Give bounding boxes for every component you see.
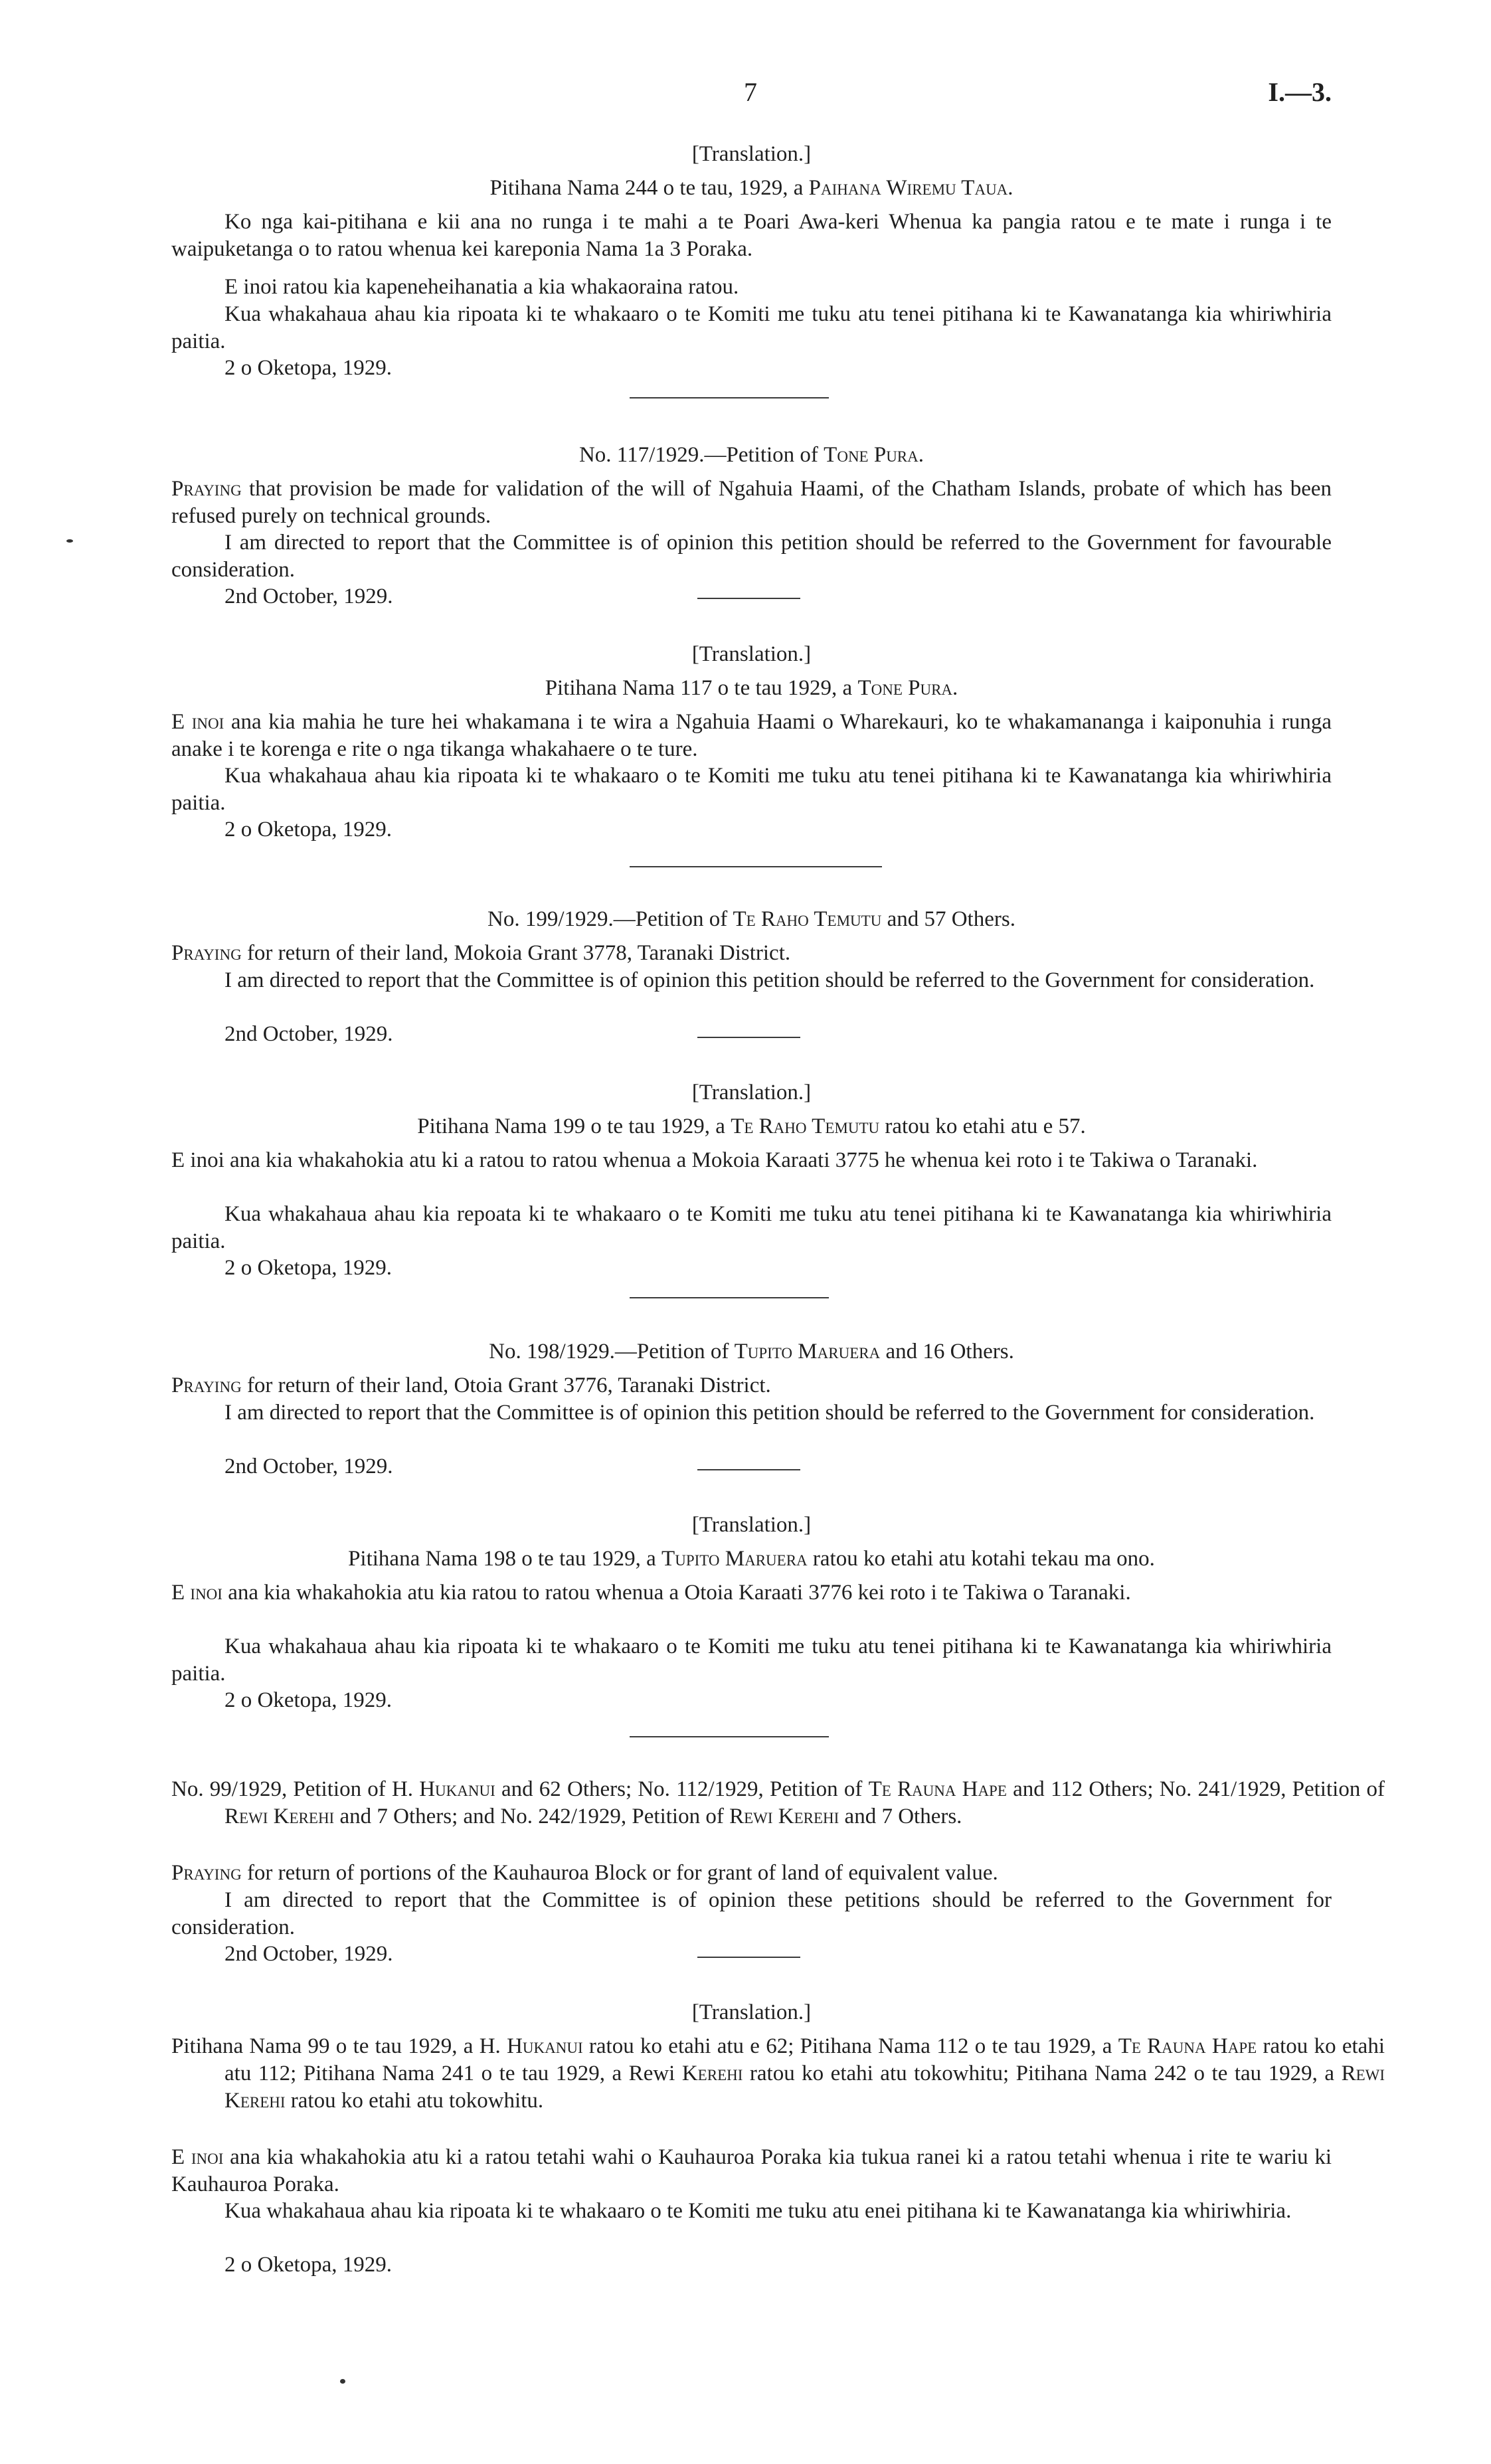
section-1-heading xyxy=(171,175,1332,202)
lead-word: Praying xyxy=(171,477,242,501)
petitioner-name: Tupito Maruera xyxy=(661,1547,808,1571)
petitioner-name: Tone Pura xyxy=(857,676,953,700)
heading-text: . xyxy=(918,443,924,467)
heading-text: Pitihana Nama 99 o te tau 1929, a H. xyxy=(171,2034,507,2058)
section-5t-paragraph-1 xyxy=(171,2144,1332,2198)
paragraph-text: that provision be made for validation of the will of Ngahuia Haami, of the Chatham Islands, probate of which has been refused purely on technical grounds. xyxy=(171,477,1332,528)
section-2t-heading xyxy=(171,675,1332,702)
heading-text: ratou ko etahi atu tokowhitu; Pitihana Nama 242 o te tau 1929, a xyxy=(743,2062,1342,2085)
heading-text: Pitihana Nama 199 o te tau 1929, a xyxy=(417,1114,731,1138)
section-1-paragraph-2: E inoi ratou kia kapeneheihanatia a kia whakaoraina ratou. xyxy=(224,275,739,299)
section-divider xyxy=(630,397,829,398)
paragraph-text: for return of their land, Mokoia Grant 3778, Taranaki District. xyxy=(241,941,791,965)
section-2-date: 2nd October, 1929. xyxy=(224,584,393,608)
heading-text: and 112 Others; No. 241/1929, Petition of xyxy=(1006,1777,1385,1801)
heading-text: and 62 Others; No. 112/1929, Petition of xyxy=(495,1777,869,1801)
heading-text: and 7 Others; and No. 242/1929, Petition of xyxy=(334,1804,730,1828)
translation-label-5: [Translation.] xyxy=(691,2000,812,2024)
translation-label-4: [Translation.] xyxy=(691,1513,812,1537)
petitioner-name: Rewi Kerehi xyxy=(224,2062,1385,2113)
section-4t-paragraph-1 xyxy=(171,1579,1332,1607)
section-5t-heading xyxy=(171,2033,1385,2115)
paragraph-text: for return of their land, Otoia Grant 3776, Taranaki District. xyxy=(241,1373,771,1397)
date-rule xyxy=(697,1037,800,1038)
section-2-paragraph-2: I am directed to report that the Committee is of opinion this petition should be referred to the Government for favourable consideration. xyxy=(171,531,1332,582)
heading-text: No. 199/1929.—Petition of xyxy=(487,907,733,931)
heading-text: ratou ko etahi atu 112; Pitihana Nama 241 o te tau 1929, a Rewi xyxy=(224,2034,1385,2085)
ink-speck xyxy=(340,2379,345,2384)
heading-text: No. 198/1929.—Petition of xyxy=(489,1340,735,1364)
paragraph-text: ana kia mahia he ture hei whakamana i te wira a Ngahuia Haami o Wharekauri, ko te whakamananga i kaiponuhia i runga anake i te korenga e rite o nga tikanga whakahaere o te ture. xyxy=(171,710,1332,761)
section-4-heading xyxy=(171,1338,1332,1365)
lead-word: Praying xyxy=(171,1861,242,1885)
heading-text: and 57 Others. xyxy=(881,907,1015,931)
section-2t-date: 2 o Oketopa, 1929. xyxy=(224,818,393,841)
paragraph-text: ana kia whakahokia atu kia ratou to ratou whenua a Otoia Karaati 3776 kei roto i te Takiwa o Taranaki. xyxy=(222,1581,1131,1605)
translation-label-2: [Translation.] xyxy=(691,642,812,666)
section-2-heading xyxy=(171,442,1332,469)
paragraph-text: for return of portions of the Kauhauroa Block or for grant of land of equivalent value. xyxy=(241,1861,998,1885)
date-rule xyxy=(697,1469,800,1470)
petitioner-name: Tone Pura xyxy=(824,443,919,467)
section-2t-paragraph-1 xyxy=(171,709,1332,763)
translation-label-1: [Translation.] xyxy=(691,142,812,166)
heading-text: ratou ko etahi atu e 62; Pitihana Nama 112 o te tau 1929, a xyxy=(582,2034,1118,2058)
ink-speck xyxy=(66,539,73,543)
document-reference: I.—3. xyxy=(1268,77,1332,107)
section-1-paragraph-3: Kua whakahaua ahau kia ripoata ki te whakaaro o te Komiti me tuku atu tenei pitihana ki te Kawanatanga kia whiriwhiria paitia. xyxy=(171,302,1332,353)
section-divider xyxy=(630,866,882,867)
petitioner-name: Tupito Maruera xyxy=(734,1340,881,1364)
lead-word: Praying xyxy=(171,941,242,965)
petitioner-name: Hukanui xyxy=(419,1777,495,1801)
lead-word: E inoi xyxy=(171,1581,222,1605)
section-divider xyxy=(630,1297,829,1298)
date-rule xyxy=(697,598,800,599)
petitioner-name: Paihana Wiremu Taua xyxy=(808,176,1008,200)
heading-text: Pitihana Nama 198 o te tau 1929, a xyxy=(348,1547,662,1571)
section-3t-heading xyxy=(171,1113,1332,1140)
petitioner-name: Te Rauna Hape xyxy=(1118,2034,1257,2058)
lead-word: E inoi xyxy=(171,2145,224,2169)
heading-text: and 16 Others. xyxy=(880,1340,1014,1364)
section-3-paragraph-1 xyxy=(171,940,1332,967)
translation-label-3: [Translation.] xyxy=(691,1081,812,1104)
heading-text: . xyxy=(952,676,958,700)
lead-word: Praying xyxy=(171,1373,242,1397)
section-2t-paragraph-2: Kua whakahaua ahau kia ripoata ki te whakaaro o te Komiti me tuku atu tenei pitihana ki te Kawanatanga kia whiriwhiria paitia. xyxy=(171,764,1332,815)
section-3-heading xyxy=(171,906,1332,933)
section-4-date: 2nd October, 1929. xyxy=(224,1454,393,1478)
paragraph-text: ana kia whakahokia atu ki a ratou tetahi wahi o Kauhauroa Poraka kia tukua ranei ki a ratou tetahi whenua i rite te wariu ki Kauhauroa Poraka. xyxy=(171,2145,1332,2196)
heading-text: . xyxy=(1008,176,1013,200)
section-5-paragraph-1 xyxy=(171,1860,1332,1887)
lead-word: E inoi xyxy=(171,710,224,734)
section-3-date: 2nd October, 1929. xyxy=(224,1022,393,1046)
petitioner-name: Rewi Kerehi xyxy=(729,1804,839,1828)
section-5t-paragraph-2: Kua whakahaua ahau kia ripoata ki te whakaaro o te Komiti me tuku atu enei pitihana ki te Kawanatanga kia whiriwhiria. xyxy=(224,2199,1292,2223)
heading-text: Pitihana Nama 117 o te tau 1929, a xyxy=(545,676,858,700)
date-rule xyxy=(697,1957,800,1958)
petitioner-name: Te Raho Temutu xyxy=(733,907,882,931)
heading-text: ratou ko etahi atu tokowhitu. xyxy=(285,2089,544,2113)
section-3t-paragraph-1: E inoi ana kia whakahokia atu ki a ratou to ratou whenua a Mokoia Karaati 3775 he whenua kei roto i te Takiwa o Taranaki. xyxy=(171,1148,1258,1172)
section-2-paragraph-1 xyxy=(171,476,1332,530)
heading-text: No. 99/1929, Petition of H. xyxy=(171,1777,420,1801)
section-5-date: 2nd October, 1929. xyxy=(224,1942,393,1966)
section-5-paragraph-2: I am directed to report that the Committee is of opinion these petitions should be referred to the Government for consideration. xyxy=(171,1888,1332,1939)
heading-text: ratou ko etahi atu e 57. xyxy=(879,1114,1086,1138)
section-divider xyxy=(630,1736,829,1737)
section-4t-heading xyxy=(171,1545,1332,1573)
petitioner-name: Hukanui xyxy=(507,2034,583,2058)
page-number: 7 xyxy=(744,77,757,107)
section-3-paragraph-2: I am directed to report that the Committee is of opinion this petition should be referred to the Government for consideration. xyxy=(224,968,1315,992)
heading-text: Pitihana Nama 244 o te tau, 1929, a xyxy=(489,176,809,200)
section-3t-paragraph-2: Kua whakahaua ahau kia repoata ki te whakaaro o te Komiti me tuku atu tenei pitihana ki te Kawanatanga kia whiriwhiria paitia. xyxy=(171,1202,1332,1253)
petitioner-name: Kerehi xyxy=(681,2062,743,2085)
section-1-date: 2 o Oketopa, 1929. xyxy=(224,356,393,380)
petitioner-name: Rewi Kerehi xyxy=(224,1804,335,1828)
heading-text: No. 117/1929.—Petition of xyxy=(578,443,824,467)
petitioner-name: Te Raho Temutu xyxy=(731,1114,880,1138)
section-1-paragraph-1: Ko nga kai-pitihana e kii ana no runga i te mahi a te Poari Awa-keri Whenua ka pangia ratou e te mate i runga i te waipuketanga o to ratou whenua kei kareponia Nama 1a 3 Poraka. xyxy=(171,210,1332,261)
petitioner-name: Te Rauna Hape xyxy=(868,1777,1007,1801)
section-4-paragraph-2: I am directed to report that the Committee is of opinion this petition should be referred to the Government for consideration. xyxy=(224,1401,1315,1425)
heading-text: and 7 Others. xyxy=(839,1804,962,1828)
section-4-paragraph-1 xyxy=(171,1372,1332,1399)
heading-text: ratou ko etahi atu kotahi tekau ma ono. xyxy=(807,1547,1155,1571)
section-5t-date: 2 o Oketopa, 1929. xyxy=(224,2253,393,2277)
section-5-heading xyxy=(171,1776,1385,1830)
section-4t-paragraph-2: Kua whakahaua ahau kia ripoata ki te whakaaro o te Komiti me tuku atu tenei pitihana ki te Kawanatanga kia whiriwhiria paitia. xyxy=(171,1634,1332,1686)
section-4t-date: 2 o Oketopa, 1929. xyxy=(224,1688,393,1712)
section-3t-date: 2 o Oketopa, 1929. xyxy=(224,1256,393,1280)
